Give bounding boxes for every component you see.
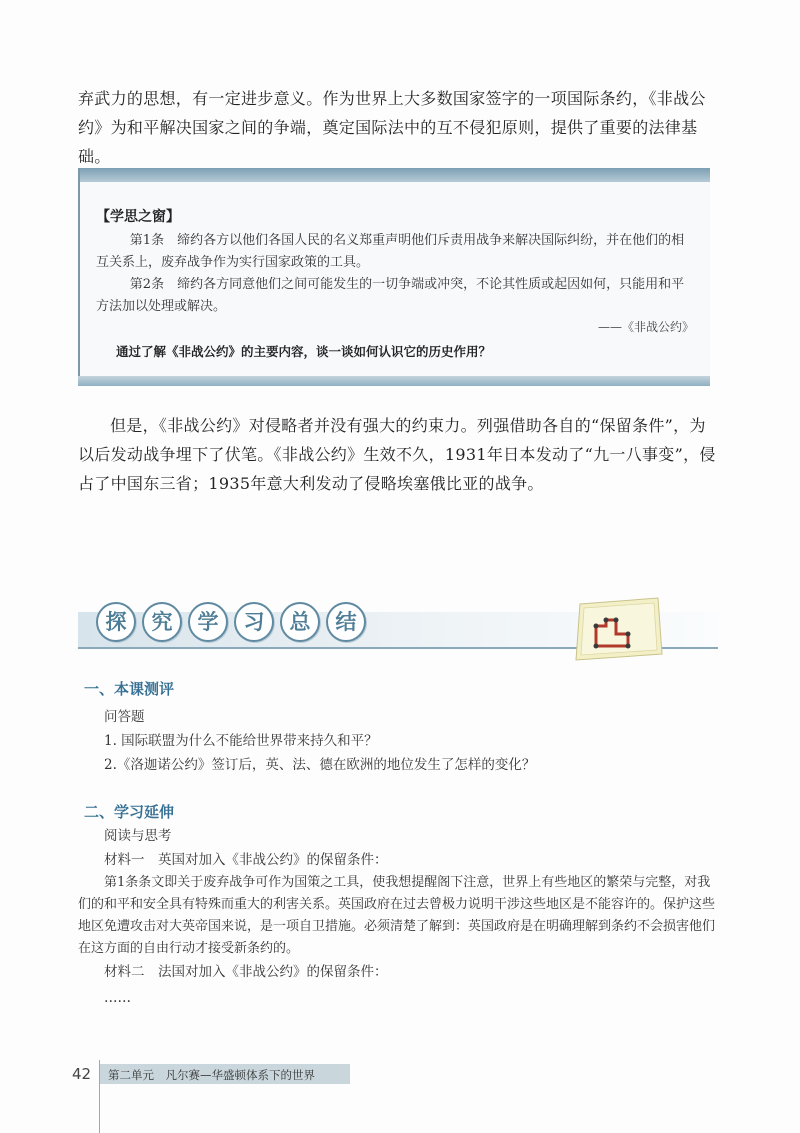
study-question: 通过了解《非战公约》的主要内容，谈一谈如何认识它的历史作用？ — [116, 344, 492, 359]
material-2-title: 材料二 法国对加入《非战公约》的保留条件： — [104, 964, 388, 980]
qa-label: 问答题 — [104, 709, 145, 725]
box-left-rule — [78, 168, 80, 386]
map-icon — [572, 596, 664, 662]
question-2: 2.《洛迦诺公约》签订后，英、法、德在欧洲的地位发生了怎样的变化？ — [104, 757, 536, 773]
reading-label: 阅读与思考 — [104, 828, 172, 844]
body-paragraph-1: 弃武力的思想，有一定进步意义。作为世界上大多数国家签字的一项国际条约，《非战公约》为和平解决国家之间的争端，奠定国际法中的互不侵犯原则，提供了重要的法律基础。 — [78, 89, 706, 166]
box-bottom-bar — [78, 376, 710, 386]
treaty-article-1: 第1条 缔约各方以他们各国人民的名义郑重声明他们斥责用战争来解决国际纠纷，并在他们的相互关系上，废弃战争作为实行国家政策的工具。 — [96, 233, 685, 270]
material-1-body: 第1条条文即关于废弃战争可作为国策之工具，使我想提醒阁下注意，世界上有些地区的繁荣与完整，对我们的和平和安全具有特殊而重大的利害关系。英国政府在过去曾极力说明干涉这些地区是不能容许的。保护这些地区免遭攻击对大英帝国来说，是一项自卫措施。必须清楚了解到：英国政府是在明确理解到条约不会损害他们在这方面的自由行动才接受新条约的。 — [78, 875, 716, 956]
page-number: 42 — [72, 1065, 92, 1083]
ellipsis: …… — [104, 990, 131, 1006]
study-window-box — [78, 168, 710, 386]
banner-char: 究 — [142, 602, 182, 642]
treaty-article-2: 第2条 缔约各方同意他们之间可能发生的一切争端或冲突，不论其性质或起因如何，只能用和平方法加以处理或解决。 — [96, 277, 685, 314]
section-heading-extension: 二、学习延伸 — [84, 803, 175, 821]
study-window-title: 【学思之窗】 — [96, 209, 180, 225]
material-1-title: 材料一 英国对加入《非战公约》的保留条件： — [104, 852, 388, 868]
question-1: 1. 国际联盟为什么不能给世界带来持久和平？ — [104, 733, 378, 749]
banner-char: 学 — [188, 602, 228, 642]
treaty-source: ——《非战公约》 — [597, 320, 694, 334]
banner-char: 总 — [280, 602, 320, 642]
banner-char: 探 — [96, 602, 136, 642]
banner-char: 习 — [234, 602, 274, 642]
box-top-bar — [78, 168, 710, 182]
banner-char: 结 — [326, 602, 366, 642]
body-paragraph-2: 但是，《非战公约》对侵略者并没有强大的约束力。列强借助各自的“保留条件”，为以后发动战争埋下了伏笔。《非战公约》生效不久，1931年日本发动了“九一八事变”，侵占了中国东三省；1935年意大利发动了侵略埃塞俄比亚的战争。 — [78, 416, 716, 493]
footer-unit-title: 第二单元 凡尔赛—华盛顿体系下的世界 — [108, 1068, 315, 1082]
section-heading-review: 一、本课测评 — [84, 680, 175, 698]
